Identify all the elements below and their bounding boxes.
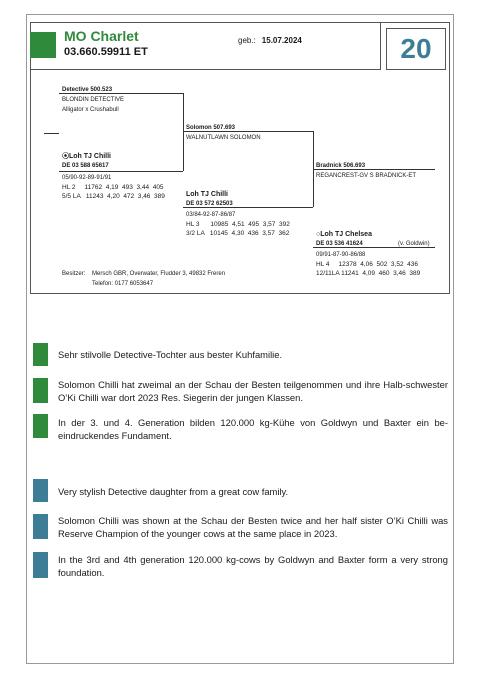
registration-number: 03.660.59911 ET: [64, 46, 148, 58]
pedigree-line: [183, 93, 184, 171]
dam-dam-perf-2: 3/2 LA 10145 4,30 436 3,57 362: [186, 230, 290, 237]
sire-fullname: BLONDIN DETECTIVE: [62, 97, 125, 103]
sire-name: Detective 500.523: [62, 87, 113, 93]
green-marker: [33, 414, 48, 438]
text-de-3: In der 3. und 4. Generation bilden 120.000 kg-Kühe von Goldwyn und Baxter ein be-eindruckendes Fundament.: [58, 417, 448, 441]
dam-ratings: 05/90-92-89-91/91: [62, 175, 112, 181]
dam-dam-ratings: 03/84-92-87-86/87: [186, 212, 236, 218]
animal-name: MO Charlet: [64, 28, 139, 44]
dam-dam-reg: DE 03 572 62503: [186, 201, 233, 207]
sire-parents: Alligator x Crushabull: [62, 107, 119, 113]
sire-dam-fullname: WALNUTLAWN SOLOMON: [186, 135, 261, 141]
text-de-2: Solomon Chilli hat zweimal an der Schau der Besten teilgenommen und ihre Halb-schwester O’Ki Chilli war dort 2023 Res. Siegerin der jungen Klassen.: [58, 379, 448, 403]
pedigree-line: [44, 133, 59, 134]
dam-dam-sire-name: Bradnick 506.693: [316, 163, 366, 169]
green-marker: [33, 343, 48, 366]
dam-dam-dam-perf-2: 12/11LA 11241 4,09 460 3,46 389: [316, 270, 421, 277]
text-en-1: Very stylish Detective daughter from a great cow family.: [58, 486, 289, 497]
sire-dam-name: Solomon 507.693: [186, 125, 236, 131]
dam-perf-1: HL 2 11762 4,19 493 3,44 405: [62, 184, 164, 191]
birth-label: geb.:: [238, 36, 256, 45]
dam-dam-dam-name-text: Loh TJ Chelsea: [320, 231, 372, 238]
pedigree-line: [59, 171, 183, 172]
dam-dam-perf-1: HL 3 10985 4,51 495 3,57 392: [186, 221, 290, 228]
dam-dam-sire-fullname: REGANCREST-GV S BRADNICK-ET: [316, 173, 417, 179]
owner-label: Besitzer:: [62, 271, 86, 277]
owner-address: Mersch GBR, Overwater, Fludder 3, 49832 Freren: [92, 271, 226, 277]
dam-dam-dam-ratings: 09/91-87-90-86/88: [316, 252, 366, 258]
dam-perf-2: 5/5 LA 11243 4,20 472 3,46 389: [62, 193, 165, 200]
birth-date: [238, 36, 302, 45]
blue-marker: [33, 514, 48, 539]
blue-marker: [33, 479, 48, 502]
birth-value: 15.07.2024: [261, 36, 302, 45]
dam-dam-dam-perf-1: HL 4 12378 4,06 502 3,52 436: [316, 261, 419, 268]
green-marker: [33, 378, 48, 403]
blue-marker: [33, 552, 48, 578]
dam-dam-dam-note: (v. Goldwin): [398, 241, 430, 247]
lot-number: 20: [386, 28, 446, 70]
dam-reg: DE 03 588 65617: [62, 163, 109, 169]
text-en-2: Solomon Chilli was shown at the Schau der Besten twice and her half sister O’Ki Chilli was Reserve Champion of the younger cows at the same place in 2023.: [58, 515, 448, 539]
owner-phone: Telefon: 0177 6053647: [92, 281, 154, 287]
header-accent: [30, 32, 56, 58]
text-en-3: In the 3rd and 4th generation 120.000 kg-cows by Goldwyn and Baxter form a very strong foundation.: [58, 554, 448, 578]
dam-name: ⦿Loh TJ Chilli: [62, 153, 111, 160]
dam-dam-name: Loh TJ Chilli: [186, 191, 228, 198]
dam-name-text: Loh TJ Chilli: [69, 153, 111, 160]
text-de-1: Sehr stilvolle Detective-Tochter aus bester Kuhfamilie.: [58, 349, 283, 360]
dam-dam-dam-name: ○Loh TJ Chelsea: [316, 231, 372, 238]
dam-dam-dam-reg: DE 03 536 41624: [316, 241, 363, 247]
